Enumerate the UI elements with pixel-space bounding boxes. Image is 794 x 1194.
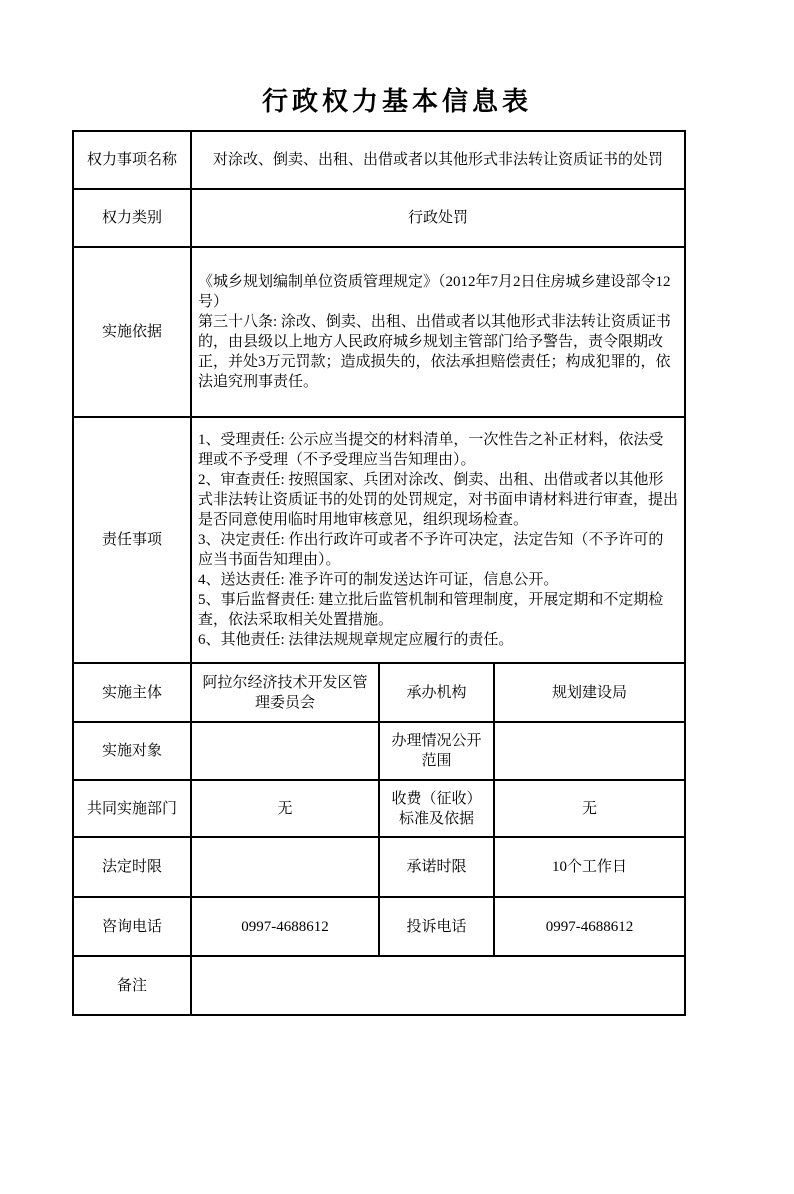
row-label-disclosure-scope: 办理情况公开范围 — [379, 722, 494, 780]
row-label-statutory-time-limit: 法定时限 — [73, 837, 191, 897]
row-value-consultation-phone: 0997-4688612 — [191, 897, 379, 956]
row-label-complaint-phone: 投诉电话 — [379, 897, 494, 956]
row-value-statutory-time-limit — [191, 837, 379, 897]
table-row-statutory-time-limit — [73, 837, 685, 897]
responsibility-paragraph: 2、审查责任: 按照国家、兵团对涂改、倒卖、出租、出借或者以其他形式非法转让资质证书的处罚的处罚规定，对书面申请材料进行审查，提出是否同意使用临时用地审核意见，组织现场检查。 — [198, 472, 679, 528]
row-value-fee-standard: 无 — [494, 780, 685, 837]
page-title: 行政权力基本信息表 — [261, 87, 532, 116]
document-page — [0, 86, 794, 1016]
table-row-joint-departments — [73, 780, 685, 837]
row-value-remarks — [191, 956, 685, 1015]
row-label-power-category: 权力类别 — [73, 189, 191, 247]
table-row-power-item-name — [73, 131, 685, 189]
responsibility-paragraph: 5、事后监督责任: 建立批后监管机制和管理制度，开展定期和不定期检查，依法采取相关处置措施。 — [198, 592, 664, 628]
responsibility-paragraph: 4、送达责任: 准予许可的制发送达许可证，信息公开。 — [198, 572, 559, 588]
row-value-power-item-name: 对涂改、倒卖、出租、出借或者以其他形式非法转让资质证书的处罚 — [191, 131, 685, 189]
responsibility-paragraph: 3、决定责任: 作出行政许可或者不予许可决定，法定告知（不予许可的应当书面告知理由）。 — [198, 532, 664, 568]
basis-paragraph: 《城乡规划编制单位资质管理规定》（2012年7月2日住房城乡建设部令12号） — [198, 274, 671, 310]
responsibility-paragraph: 6、其他责任: 法律法规规章规定应履行的责任。 — [198, 632, 514, 648]
row-label-consultation-phone: 咨询电话 — [73, 897, 191, 956]
row-label-fee-standard: 收费（征收）标准及依据 — [379, 780, 494, 837]
row-label-handling-agency: 承办机构 — [379, 663, 494, 722]
row-value-power-category: 行政处罚 — [191, 189, 685, 247]
row-value-implementing-body: 阿拉尔经济技术开发区管理委员会 — [191, 663, 379, 722]
table-row-power-category — [73, 189, 685, 247]
table-row-responsibility-items — [73, 417, 685, 663]
row-value-responsibility-items — [191, 417, 685, 663]
row-value-joint-departments: 无 — [191, 780, 379, 837]
table-row-implementation-target — [73, 722, 685, 780]
row-value-disclosure-scope — [494, 722, 685, 780]
row-label-implementation-target: 实施对象 — [73, 722, 191, 780]
table-row-consultation-phone — [73, 897, 685, 956]
row-label-implementation-basis: 实施依据 — [73, 247, 191, 417]
row-label-promised-time-limit: 承诺时限 — [379, 837, 494, 897]
row-label-joint-departments: 共同实施部门 — [73, 780, 191, 837]
row-value-complaint-phone: 0997-4688612 — [494, 897, 685, 956]
row-label-power-item-name: 权力事项名称 — [73, 131, 191, 189]
row-label-implementing-body: 实施主体 — [73, 663, 191, 722]
row-value-implementation-target — [191, 722, 379, 780]
table-row-implementing-body — [73, 663, 685, 722]
row-value-handling-agency: 规划建设局 — [494, 663, 685, 722]
row-value-promised-time-limit: 10个工作日 — [494, 837, 685, 897]
row-value-implementation-basis — [191, 247, 685, 417]
info-table — [72, 130, 686, 1016]
table-row-remarks — [73, 956, 685, 1015]
row-label-remarks: 备注 — [73, 956, 191, 1015]
table-row-implementation-basis — [73, 247, 685, 417]
responsibility-paragraph: 1、受理责任: 公示应当提交的材料清单，一次性告之补正材料，依法受理或不予受理（不予受理应当告知理由）。 — [198, 432, 664, 468]
basis-paragraph: 第三十八条: 涂改、倒卖、出租、出借或者以其他形式非法转让资质证书的，由县级以上地方人民政府城乡规划主管部门给予警告，责令限期改正，并处3万元罚款；造成损失的，依法承担赔偿责任；构成犯罪的，依法追究刑事责任。 — [198, 314, 671, 390]
row-label-responsibility-items: 责任事项 — [73, 417, 191, 663]
